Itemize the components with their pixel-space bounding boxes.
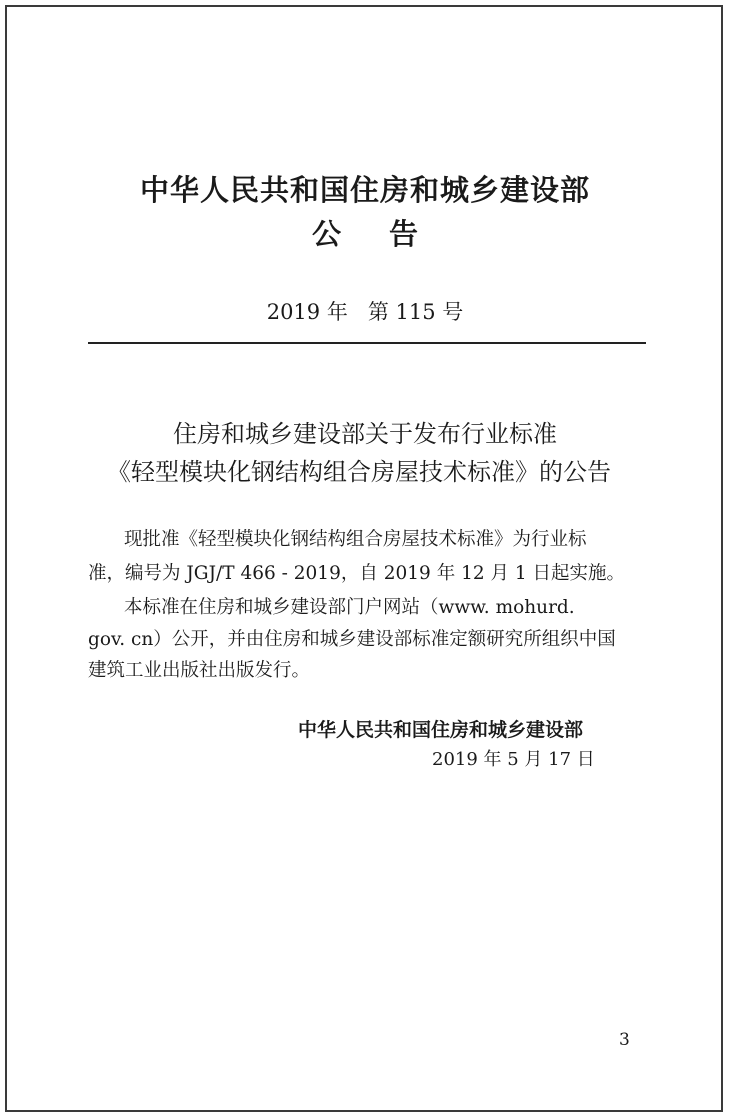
signature-organization: 中华人民共和国住房和城乡建设部 <box>298 719 584 741</box>
notice-title: 公 告 <box>311 217 419 251</box>
signature-date: 2019 年 5 月 17 日 <box>432 749 595 770</box>
body-paragraph-2-line-3: 建筑工业出版社出版发行。 <box>88 660 311 681</box>
body-paragraph-1-line-2: 准，编号为 JGJ/T 466 - 2019，自 2019 年 12 月 1 日起实施。 <box>88 563 626 584</box>
page-number: 3 <box>619 1030 630 1050</box>
notice-number: 2019 年 第 115 号 <box>266 300 464 324</box>
body-paragraph-2-line-1: 本标准在住房和城乡建设部门户网站（www. mohurd. <box>124 597 575 618</box>
subject-line-2: 《轻型模块化钢结构组合房屋技术标准》的公告 <box>107 458 611 486</box>
header-divider <box>88 342 646 344</box>
ministry-title: 中华人民共和国住房和城乡建设部 <box>139 173 590 207</box>
body-paragraph-2-line-2: gov. cn）公开，并由住房和城乡建设部标准定额研究所组织中国 <box>88 629 616 650</box>
body-paragraph-1-line-1: 现批准《轻型模块化钢结构组合房屋技术标准》为行业标 <box>124 529 587 550</box>
subject-line-1: 住房和城乡建设部关于发布行业标准 <box>173 420 557 448</box>
